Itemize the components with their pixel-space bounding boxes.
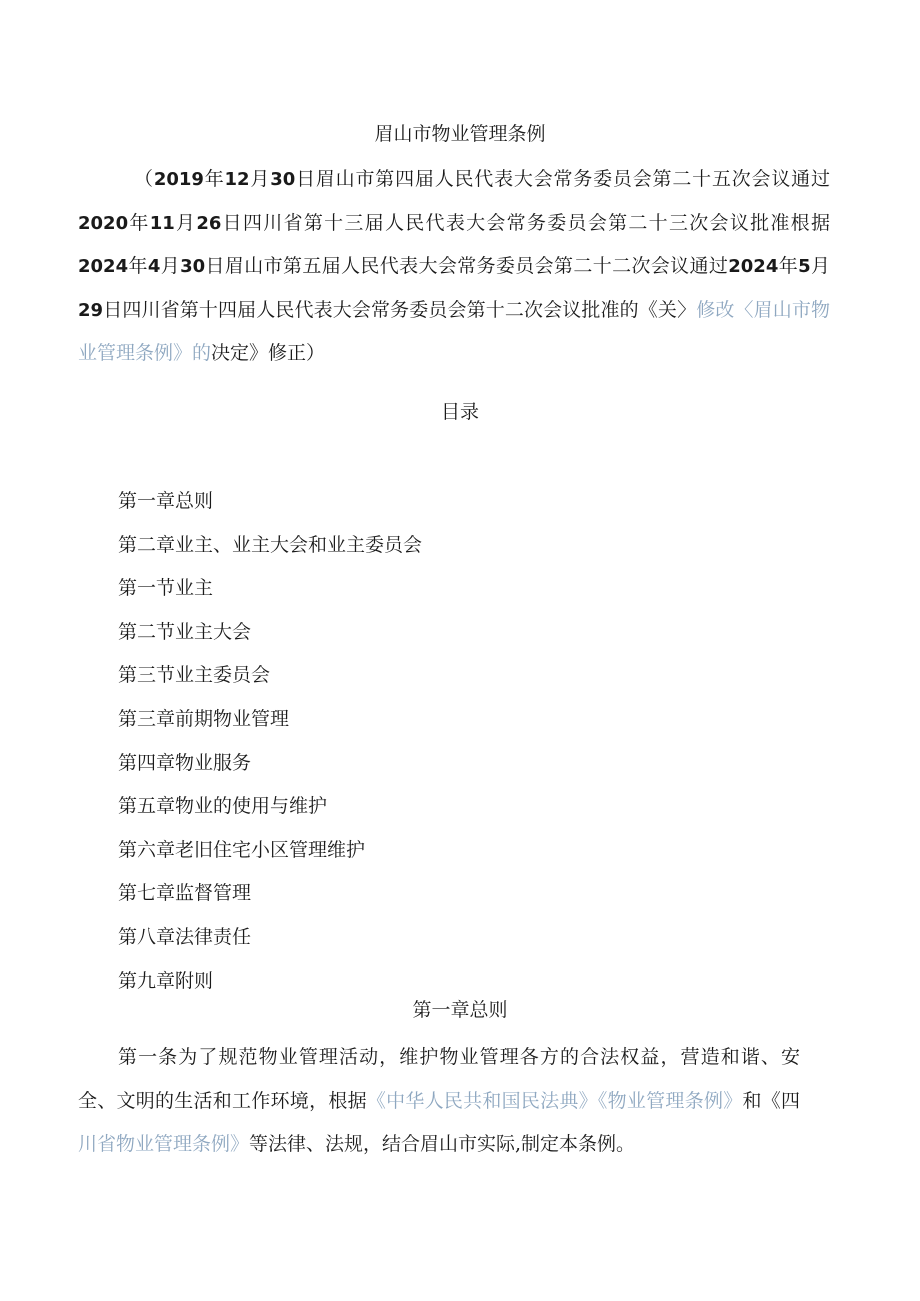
document-title: 眉山市物业管理条例 <box>374 123 546 145</box>
preamble-text: 日四川省第十三届人民代表大会常务委员会第二十三次会议批准根据 <box>221 211 830 234</box>
preamble-number: 26 <box>196 212 222 234</box>
preamble-number: 2020 <box>78 212 129 234</box>
preamble-number: 2019 <box>153 169 204 190</box>
law-link[interactable]: 《中华人民共和国民法典》《物业管理条例》 <box>366 1089 743 1112</box>
toc-item[interactable]: 第四章物业服务 <box>118 751 252 774</box>
preamble-text: 月 <box>174 211 197 234</box>
toc-item[interactable]: 第一节业主 <box>118 577 214 600</box>
preamble-text: 月 <box>810 255 830 277</box>
toc-item[interactable]: 第三章前期物业管理 <box>118 707 290 730</box>
toc-item[interactable]: 第六章老旧住宅小区管理维护 <box>118 838 366 861</box>
preamble-text: 日眉山市第四届人民代表大会常务委员会第二十五次会议通过 <box>295 168 830 190</box>
preamble-text: 年 <box>203 168 225 190</box>
toc-item[interactable]: 第八章法律责任 <box>118 925 252 948</box>
toc-item[interactable]: 第五章物业的使用与维护 <box>118 795 328 818</box>
preamble-text: 年 <box>128 211 150 234</box>
preamble-paragraph <box>78 158 830 376</box>
toc-item[interactable]: 第九章附则 <box>118 969 214 992</box>
toc-item[interactable]: 第一章总则 <box>118 490 214 512</box>
article-text: 和《四 <box>742 1089 800 1112</box>
toc-item[interactable]: 第七章监督管理 <box>118 882 252 905</box>
preamble-text: 月 <box>249 168 271 190</box>
article-paragraph <box>78 1036 800 1167</box>
toc-item[interactable]: 第二节业主大会 <box>118 620 252 643</box>
toc-item[interactable]: 第二章业主、业主大会和业主委员会 <box>118 533 423 556</box>
preamble-number: 11 <box>149 212 175 234</box>
preamble-link[interactable]: 修改〈眉山市物业管理条例》的 <box>78 298 830 364</box>
preamble-text: 年 <box>128 255 148 277</box>
preamble-number: 30 <box>270 169 296 190</box>
preamble-number: 4 <box>147 256 161 277</box>
preamble-text: （ <box>134 168 154 190</box>
chapter-title: 第一章总则 <box>412 999 508 1021</box>
toc-item[interactable]: 第三节业主委员会 <box>118 664 271 687</box>
preamble-text: 决定》修正） <box>211 342 326 364</box>
preamble-text: 日四川省第十四届人民代表大会常务委员会第十二次会议批准的《关〉 <box>103 298 697 321</box>
toc-title: 目录 <box>440 401 479 423</box>
preamble-number: 2024 <box>78 256 129 277</box>
preamble-text: 年 <box>778 255 799 277</box>
table-of-contents <box>118 487 422 1010</box>
article-text: 等法律、法规，结合眉山市实际,制定本条例。 <box>249 1133 636 1155</box>
preamble-number: 29 <box>78 299 104 321</box>
article-text: 第一条为了规范物业管理活动，维护物业管理各方的合法权益，营造和谐、安全、文明的生活和工作环境，根据 <box>78 1046 800 1112</box>
law-link[interactable]: 川省物业管理条例》 <box>78 1133 250 1155</box>
preamble-number: 12 <box>224 169 250 190</box>
preamble-text: 月 <box>160 255 181 277</box>
preamble-number: 2024 <box>728 256 779 277</box>
preamble-number: 5 <box>798 256 811 277</box>
preamble-number: 30 <box>180 256 206 277</box>
preamble-text: 日眉山市第五届人民代表大会常务委员会第二十二次会议通过 <box>205 255 729 277</box>
